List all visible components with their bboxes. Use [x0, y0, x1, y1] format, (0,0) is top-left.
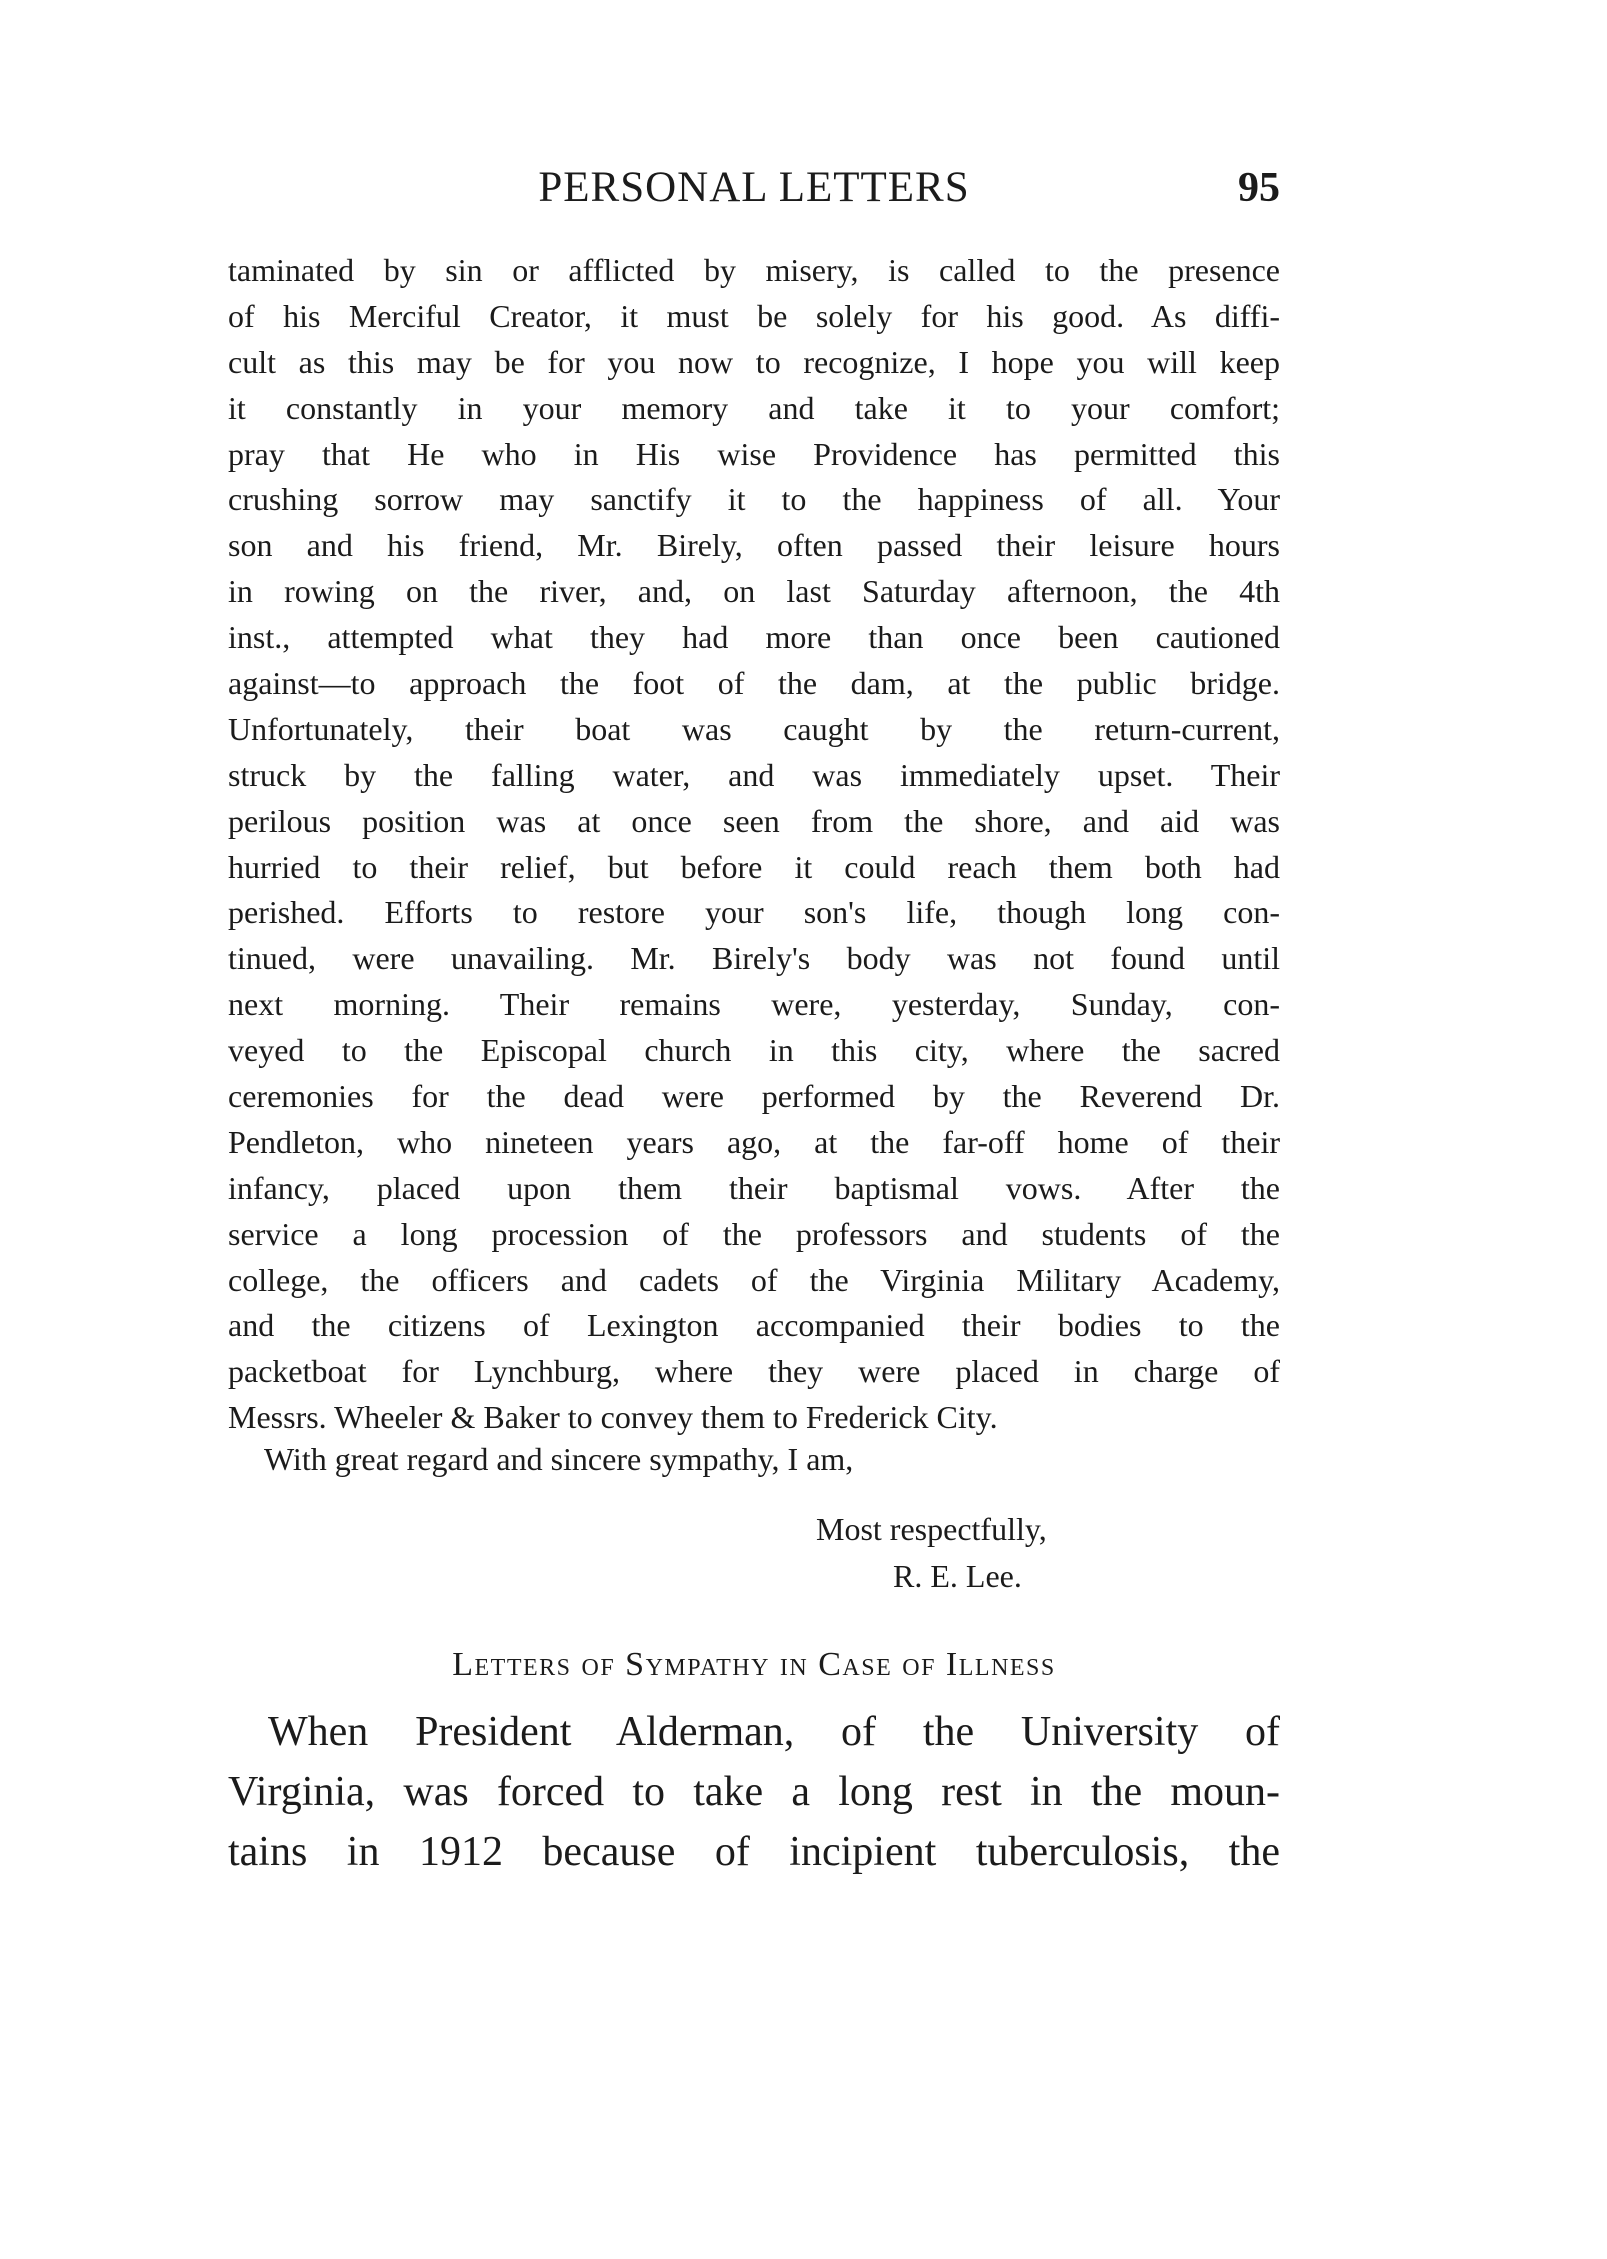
- text-line: Virginia, was forced to take a long rest in the moun-: [228, 1769, 1280, 1815]
- text-line: taminated by sin or afflicted by misery, is called to the presence: [228, 252, 1280, 288]
- text-line: hurried to their relief, but before it could reach them both had: [228, 848, 1280, 885]
- text-line: Pendleton, who nineteen years ago, at the far-off home of their: [228, 1123, 1280, 1160]
- section-heading: Letters of Sympathy in Case of Illness: [452, 1646, 1056, 1683]
- letter-closing: With great regard and sincere sympathy, I am,: [264, 1441, 854, 1477]
- text-line: Messrs. Wheeler & Baker to convey them to Frederick City.: [228, 1399, 998, 1436]
- text-line: pray that He who in His wise Providence has permitted this: [228, 435, 1280, 472]
- text-line: next morning. Their remains were, yesterday, Sunday, con-: [228, 986, 1280, 1023]
- text-line: perished. Efforts to restore your son's life, though long con-: [228, 894, 1280, 931]
- text-line: it constantly in your memory and take it to your comfort;: [228, 389, 1280, 426]
- text-line: college, the officers and cadets of the Virginia Military Academy,: [228, 1261, 1280, 1298]
- letter-body: [228, 248, 1280, 1441]
- text-line: perilous position was at once seen from the shore, and aid was: [228, 802, 1280, 839]
- text-line: Unfortunately, their boat was caught by the return-current,: [228, 710, 1280, 747]
- text-line: son and his friend, Mr. Birely, often passed their leisure hours: [228, 527, 1280, 564]
- text-line: struck by the falling water, and was immediately upset. Their: [228, 756, 1280, 793]
- text-line: crushing sorrow may sanctify it to the happiness of all. Your: [228, 481, 1280, 518]
- running-title: PERSONAL LETTERS: [538, 164, 970, 211]
- text-line: service a long procession of the professors and students of the: [228, 1215, 1280, 1252]
- page-number: 95: [1238, 165, 1280, 211]
- text-line: inst., attempted what they had more than once been cautioned: [228, 619, 1280, 656]
- text-line: tinued, were unavailing. Mr. Birely's body was not found until: [228, 940, 1280, 977]
- text-line: veyed to the Episcopal church in this city, where the sacred: [228, 1032, 1280, 1069]
- running-head: [228, 158, 1280, 218]
- complimentary-close: Most respectfully,: [816, 1511, 1047, 1547]
- text-line: in rowing on the river, and, on last Saturday afternoon, the 4th: [228, 573, 1280, 610]
- text-line: tains in 1912 because of incipient tuberculosis, the: [228, 1829, 1280, 1875]
- text-line: cult as this may be for you now to recognize, I hope you will keep: [228, 343, 1280, 380]
- text-line: against—to approach the foot of the dam, at the public bridge.: [228, 665, 1280, 702]
- text-line: and the citizens of Lexington accompanied their bodies to the: [228, 1307, 1280, 1344]
- text-line: packetboat for Lynchburg, where they were placed in charge of: [228, 1353, 1280, 1390]
- text-line: When President Alderman, of the University of: [268, 1709, 1280, 1755]
- text-line: infancy, placed upon them their baptismal vows. After the: [228, 1169, 1280, 1206]
- text-line: of his Merciful Creator, it must be solely for his good. As diffi-: [228, 297, 1280, 334]
- signature: R. E. Lee.: [893, 1558, 1022, 1594]
- section-body: [228, 1702, 1280, 1882]
- text-line: ceremonies for the dead were performed by the Reverend Dr.: [228, 1078, 1280, 1115]
